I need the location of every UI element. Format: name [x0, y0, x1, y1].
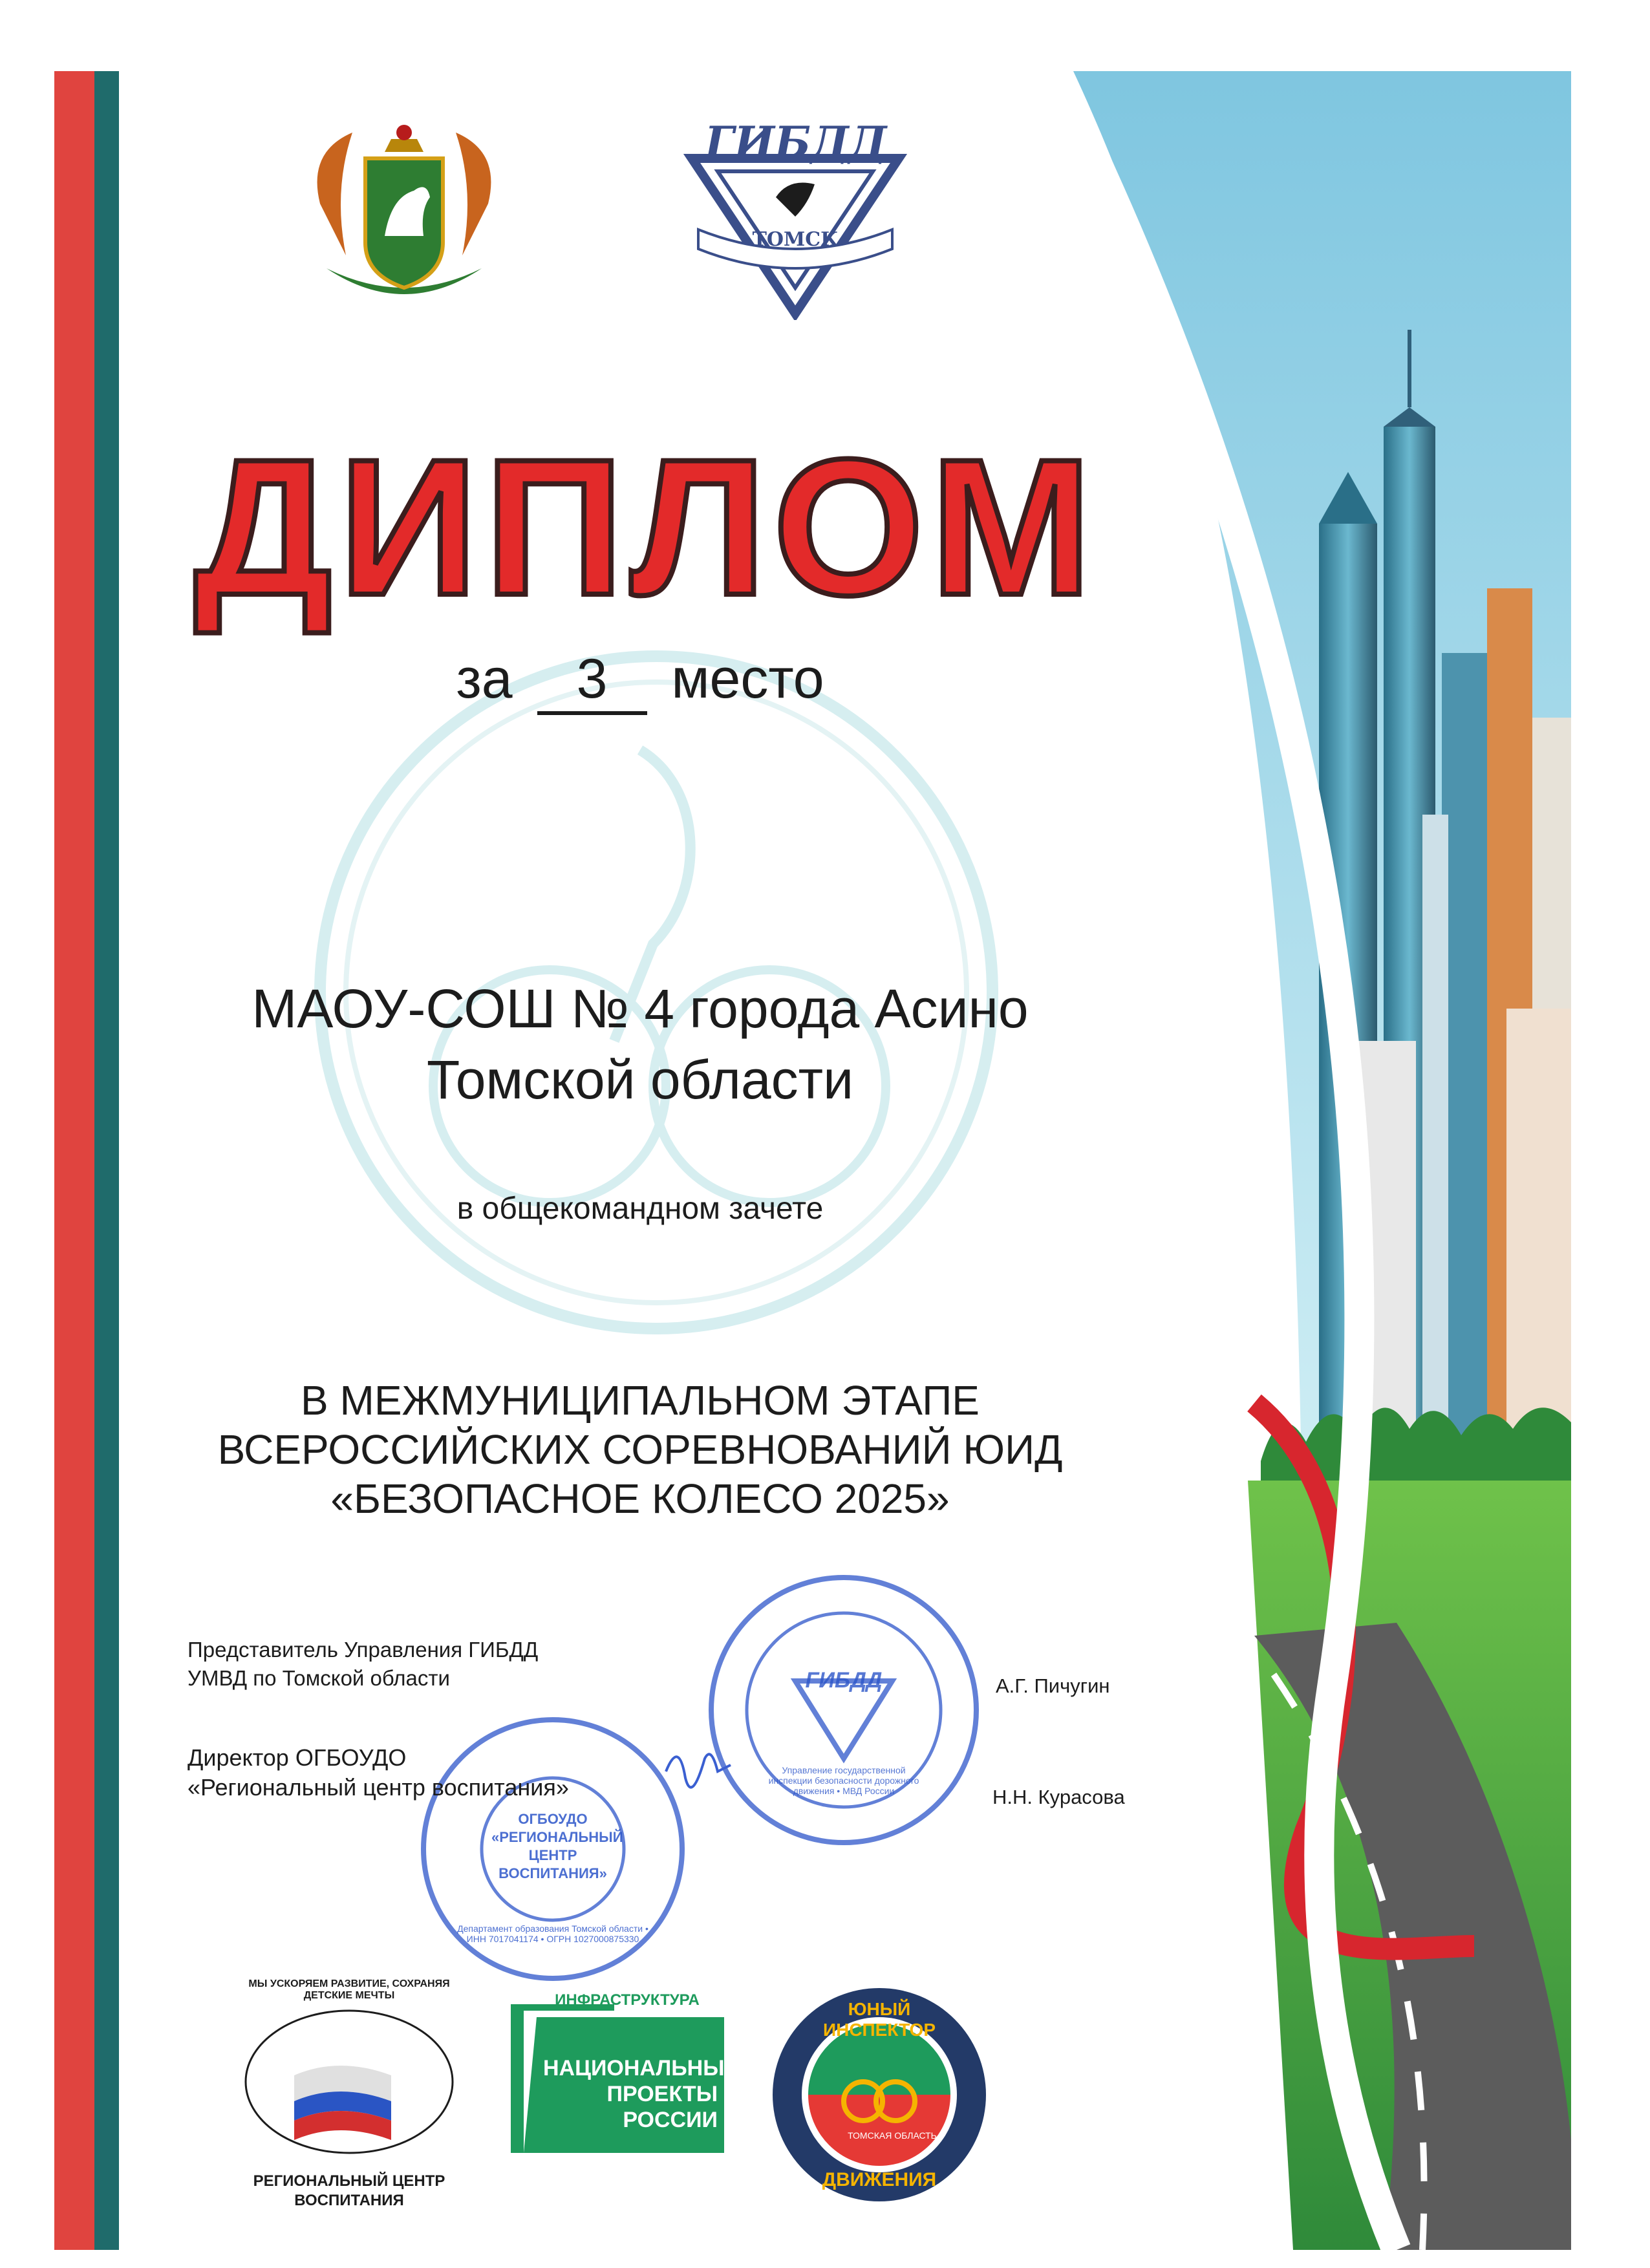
- place-line: [194, 647, 1086, 715]
- signatory-2-name: Н.Н. Курасова: [992, 1786, 1125, 1808]
- red-stripe: [54, 71, 94, 2250]
- signatory-1-role-line-1: Представитель Управления ГИБДД: [188, 1638, 539, 1662]
- np-line-3: РОССИИ: [623, 2108, 718, 2132]
- gibdd-stamp-ring: Управление государственной инспекции безопасности дорожного движения • МВД России: [768, 1765, 919, 1796]
- signatory-2-role-line-2: «Региональный центр воспитания»: [188, 1774, 569, 1801]
- rcv-caption-line-2: ВОСПИТАНИЯ: [294, 2192, 404, 2209]
- rcv-stamp-ring: Департамент образования Томской области • ИНН 7017041174 • ОГРН 1027000875330: [457, 1923, 648, 1944]
- rcv-stamp-center: ОГБОУДО «РЕГИОНАЛЬНЫЙ ЦЕНТР ВОСПИТАНИЯ»: [491, 1811, 623, 1881]
- gibdd-stamp-center: ГИБДД: [805, 1668, 883, 1693]
- yid-bottom-text: ДВИЖЕНИЯ: [822, 2169, 937, 2190]
- handwritten-signature: [659, 1733, 737, 1810]
- category-text: в общекомандном зачете: [456, 1192, 824, 1226]
- teal-stripe: [94, 71, 119, 2250]
- place-suffix: место: [671, 648, 824, 710]
- rcv-logo: [236, 1978, 462, 2237]
- np-tag: ИНФРАСТРУКТУРА: [555, 1991, 700, 2009]
- yid-region-text: ТОМСКАЯ ОБЛАСТЬ: [848, 2130, 937, 2141]
- rcv-arc-text: МЫ УСКОРЯЕМ РАЗВИТИЕ, СОХРАНЯЯ ДЕТСКИЕ МЕЧТЫ: [248, 1978, 450, 2001]
- gibdd-tomsk-logo: [679, 117, 912, 320]
- signatory-1-role-line-2: УМВД по Томской области: [188, 1666, 450, 1690]
- russian-flag-icon: [236, 1998, 462, 2166]
- event-line-2: ВСЕРОССИЙСКИХ СОРЕВНОВАНИЙ ЮИД: [217, 1426, 1063, 1473]
- signatory-1-role: [188, 1636, 538, 1693]
- gibdd-title: ГИБДД: [705, 117, 887, 167]
- gibdd-stamp: [705, 1571, 983, 1849]
- yid-top-text: ЮНЫЙ ИНСПЕКТОР: [822, 1999, 936, 2040]
- gibdd-stamp-icon: [705, 1571, 983, 1849]
- place-prefix: за: [456, 648, 513, 710]
- rcv-caption-line-1: РЕГИОНАЛЬНЫЙ ЦЕНТР: [253, 2172, 445, 2190]
- diploma-title: ДИПЛОМ: [194, 418, 1098, 636]
- signatory-2-role-line-1: Директор ОГБОУДО: [188, 1744, 407, 1771]
- signatory-2-role: [188, 1743, 569, 1803]
- recipient-line-1: МАОУ-СОШ № 4 города Асино: [252, 978, 1029, 1039]
- np-line-2: ПРОЕКТЫ: [606, 2082, 718, 2106]
- young-inspector-logo: [769, 1985, 989, 2205]
- signatory-1-name: А.Г. Пичугин: [996, 1674, 1110, 1697]
- place-value: 3: [576, 648, 608, 710]
- event-line-3: «БЕЗОПАСНОЕ КОЛЕСО 2025»: [330, 1475, 950, 1522]
- np-line-1: НАЦИОНАЛЬНЫЕ: [543, 2056, 740, 2081]
- recipient-line-2: Томской области: [426, 1049, 854, 1110]
- city-road-illustration: [1060, 71, 1571, 2250]
- gibdd-city: ТОМСК: [752, 228, 839, 251]
- national-projects-logo: [511, 1991, 740, 2159]
- place-number: [537, 647, 647, 715]
- event-line-1: В МЕЖМУНИЦИПАЛЬНОМ ЭТАПЕ: [301, 1377, 980, 1424]
- tomsk-coat-of-arms: [294, 113, 514, 326]
